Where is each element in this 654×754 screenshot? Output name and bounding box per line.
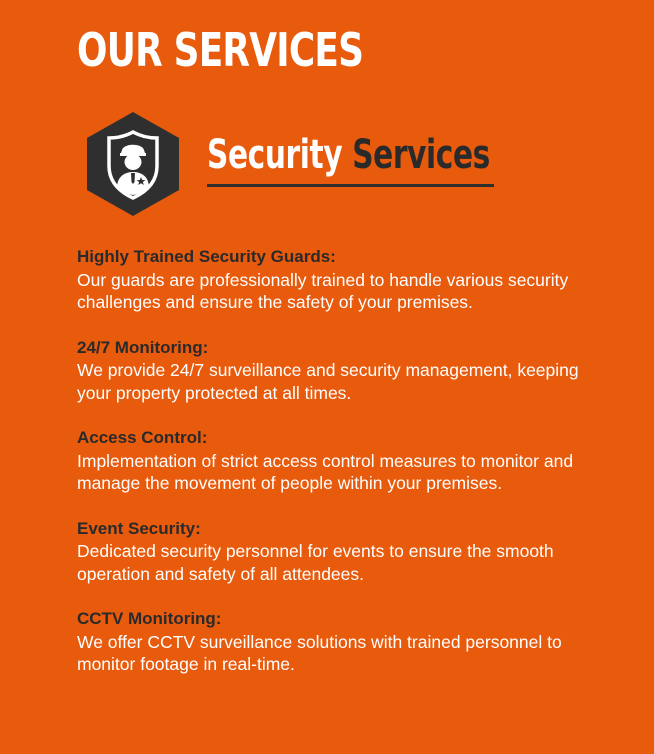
service-item	[77, 518, 597, 586]
section-heading-word-services: Services	[352, 132, 490, 178]
security-badge	[84, 110, 182, 218]
service-title: 24/7 Monitoring:	[77, 337, 209, 357]
service-description: Dedicated security personnel for events to ensure the smooth operation and safety of all attendees.	[77, 541, 554, 584]
service-title: Event Security:	[77, 518, 201, 538]
service-title: CCTV Monitoring:	[77, 609, 222, 628]
service-item	[77, 337, 597, 405]
service-description: Our guards are professionally trained to handle various security challenges and ensure the safety of your premises.	[77, 269, 569, 312]
service-description: Implementation of strict access control measures to monitor and manage the movement of people within your premises.	[77, 450, 574, 493]
section-heading-word-security: Security	[207, 132, 343, 178]
service-item	[77, 427, 597, 495]
page-title: OUR SERVICES	[77, 23, 364, 77]
service-item	[77, 246, 597, 314]
service-item	[77, 608, 597, 676]
service-title: Access Control:	[77, 428, 208, 447]
section-heading	[207, 130, 589, 180]
services-list	[77, 246, 597, 699]
service-description: We provide 24/7 surveillance and security management, keeping your property protected at all times.	[77, 360, 579, 403]
service-title: Highly Trained Security Guards:	[77, 247, 336, 266]
service-description: We offer CCTV surveillance solutions with trained personnel to monitor footage in real-time.	[77, 631, 562, 674]
security-guard-icon	[84, 110, 182, 218]
heading-underline	[207, 184, 494, 187]
